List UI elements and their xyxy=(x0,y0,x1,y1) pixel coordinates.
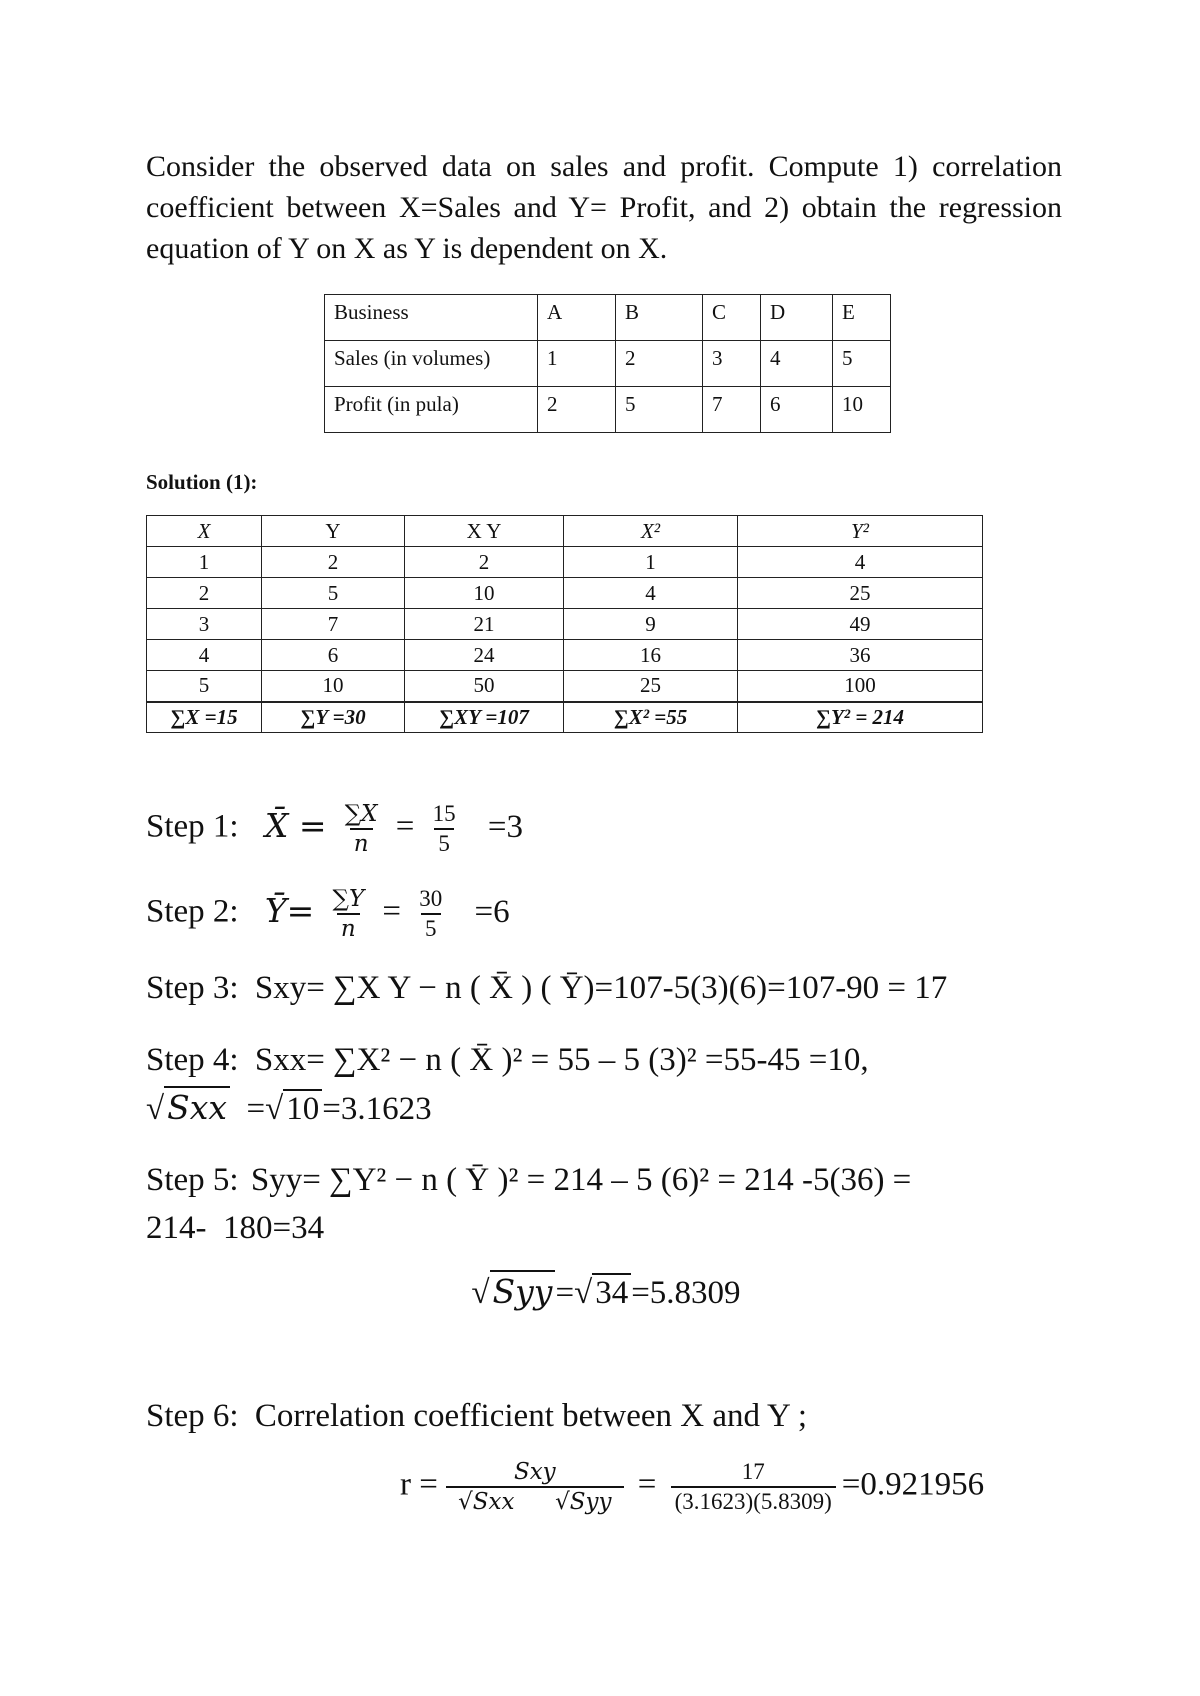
sqrt-syy: √Syy xyxy=(555,1489,612,1515)
numerator: ∑Y xyxy=(332,886,365,912)
table-cell: Sales (in volumes) xyxy=(325,341,538,387)
column-header: Y² xyxy=(738,516,983,547)
table-cell: 7 xyxy=(262,609,405,640)
totals-row xyxy=(147,702,983,733)
table-cell: 24 xyxy=(405,640,564,671)
radical xyxy=(164,1084,230,1133)
radical xyxy=(283,1085,322,1133)
table-cell: 2 xyxy=(147,578,262,609)
equals-sign: = xyxy=(637,1466,657,1503)
step-result: =5.8309 xyxy=(631,1275,741,1311)
radical xyxy=(490,1272,556,1312)
table-cell: 4 xyxy=(738,547,983,578)
table-header-row xyxy=(147,516,983,547)
table-cell: 5 xyxy=(833,341,891,387)
denominator: n xyxy=(337,913,360,943)
table-cell: Profit (in pula) xyxy=(325,387,538,433)
table-cell: 7 xyxy=(703,387,761,433)
table-cell: 5 xyxy=(262,578,405,609)
table-cell: 16 xyxy=(564,640,738,671)
step-result: =6 xyxy=(474,893,510,930)
numerator: Sxy xyxy=(513,1459,556,1485)
fraction xyxy=(429,800,460,858)
total-cell: ∑Y² = 214 xyxy=(738,702,983,733)
radicand: 10 xyxy=(283,1089,322,1127)
table-cell: 25 xyxy=(738,578,983,609)
table-cell: 2 xyxy=(405,547,564,578)
step-expression: Sxy= ∑X Y − n ( X̄ ) ( Ȳ)=107-5(3)(6)=107-90 = 17 xyxy=(254,970,948,1006)
step-4 xyxy=(146,1036,1066,1133)
expression-part: =√ xyxy=(229,1091,284,1127)
numerator: 17 xyxy=(741,1459,765,1484)
table-cell: 5 xyxy=(616,387,703,433)
table-cell: 10 xyxy=(833,387,891,433)
numerator: 30 xyxy=(419,886,443,911)
table-cell: 25 xyxy=(564,671,738,702)
step-label: Step 3: xyxy=(146,970,239,1006)
table-cell: E xyxy=(833,295,891,341)
total-cell: ∑Y =30 xyxy=(262,702,405,733)
table-cell: 36 xyxy=(738,640,983,671)
table-row xyxy=(147,578,983,609)
table-cell: 100 xyxy=(738,671,983,702)
table-cell: B xyxy=(616,295,703,341)
column-header: Y xyxy=(262,516,405,547)
mean-y-lhs: Ȳ= xyxy=(264,890,315,930)
mean-x-lhs: X̄ = xyxy=(264,805,327,845)
table-cell: A xyxy=(538,295,616,341)
denominator: n xyxy=(350,828,373,858)
table-cell: 1 xyxy=(564,547,738,578)
table-row xyxy=(325,387,891,433)
column-header: X² xyxy=(564,516,738,547)
radical xyxy=(592,1275,631,1312)
r-result: =0.921956 xyxy=(841,1466,985,1503)
table-cell: 49 xyxy=(738,609,983,640)
step-result: =3.1623 xyxy=(322,1091,432,1127)
table-cell: 5 xyxy=(147,671,262,702)
correlation-formula xyxy=(400,1458,1100,1516)
sqrt-sxx: √Sxx xyxy=(458,1489,515,1515)
step-label: Step 1: xyxy=(146,808,239,845)
calculation-table xyxy=(146,515,983,733)
table-row xyxy=(147,609,983,640)
total-cell: ∑XY =107 xyxy=(405,702,564,733)
step-3 xyxy=(146,970,1066,1007)
table-row xyxy=(325,341,891,387)
column-header: X Y xyxy=(405,516,564,547)
table-cell: 2 xyxy=(616,341,703,387)
denominator: 5 xyxy=(434,828,454,858)
step-expression: Sxx= ∑X² − n ( X̄ )² = 55 – 5 (3)² =55-45 =10, xyxy=(254,1042,869,1078)
equals-sign: = xyxy=(395,808,415,845)
fraction xyxy=(329,885,369,943)
table-cell: 1 xyxy=(538,341,616,387)
table-cell: 3 xyxy=(703,341,761,387)
step-1 xyxy=(146,800,1066,858)
table-cell: 21 xyxy=(405,609,564,640)
step-label: Step 6: xyxy=(146,1398,239,1434)
fraction xyxy=(415,885,446,943)
numerator: 15 xyxy=(432,801,456,826)
radicand: 34 xyxy=(592,1273,631,1311)
step-6 xyxy=(146,1398,1066,1435)
solution-heading: Solution (1): xyxy=(146,470,258,494)
sqrt-sign: √ xyxy=(471,1275,490,1311)
table-cell: 1 xyxy=(147,547,262,578)
step-2 xyxy=(146,885,1066,943)
denominator: (3.1623)(5.8309) xyxy=(671,1486,836,1516)
table-cell: 4 xyxy=(761,341,833,387)
total-cell: ∑X² =55 xyxy=(564,702,738,733)
table-cell: 9 xyxy=(564,609,738,640)
denominator: 5 xyxy=(421,913,441,943)
radicand: Sxx xyxy=(164,1086,230,1127)
step-result: =3 xyxy=(487,808,524,845)
table-cell: 2 xyxy=(262,547,405,578)
step-5 xyxy=(146,1156,1066,1252)
fraction xyxy=(671,1458,836,1516)
numerator: ∑X xyxy=(344,801,378,827)
table-cell: 6 xyxy=(262,640,405,671)
table-row xyxy=(325,295,891,341)
step-expression: 214- 180=34 xyxy=(146,1210,325,1246)
step-label: Step 2: xyxy=(146,893,239,930)
table-cell: 10 xyxy=(262,671,405,702)
sqrt-sign: √ xyxy=(146,1091,165,1127)
step-label: Step 5: xyxy=(146,1162,239,1198)
table-row xyxy=(147,547,983,578)
column-header: X xyxy=(147,516,262,547)
expression-part: =√ xyxy=(555,1275,593,1311)
radicand: Syy xyxy=(490,1270,556,1311)
table-row xyxy=(147,640,983,671)
table-cell: C xyxy=(703,295,761,341)
table-cell: 6 xyxy=(761,387,833,433)
step-label: Step 4: xyxy=(146,1042,239,1078)
business-data-table xyxy=(324,294,891,433)
table-cell: D xyxy=(761,295,833,341)
fraction xyxy=(446,1458,623,1516)
table-cell: 3 xyxy=(147,609,262,640)
table-cell: 10 xyxy=(405,578,564,609)
table-row xyxy=(147,671,983,702)
step-expression: Syy= ∑Y² − n ( Ȳ )² = 214 – 5 (6)² = 214 -5(36) = xyxy=(250,1162,912,1198)
table-cell: 50 xyxy=(405,671,564,702)
step-text: Correlation coefficient between X and Y ; xyxy=(254,1398,808,1434)
sqrt-syy-line xyxy=(146,1272,1066,1312)
fraction xyxy=(341,800,382,858)
problem-statement: Consider the observed data on sales and profit. Compute 1) correlation coefficient between X=Sales and Y= Profit, and 2) obtain the regression equation of Y on X as Y is dependent on X. xyxy=(146,150,1062,265)
table-cell: 2 xyxy=(538,387,616,433)
total-cell: ∑X =15 xyxy=(147,702,262,733)
table-cell: 4 xyxy=(147,640,262,671)
denominator xyxy=(446,1486,623,1516)
equals-sign: = xyxy=(382,893,402,930)
table-cell: 4 xyxy=(564,578,738,609)
r-lhs: r = xyxy=(400,1466,438,1503)
table-cell: Business xyxy=(325,295,538,341)
